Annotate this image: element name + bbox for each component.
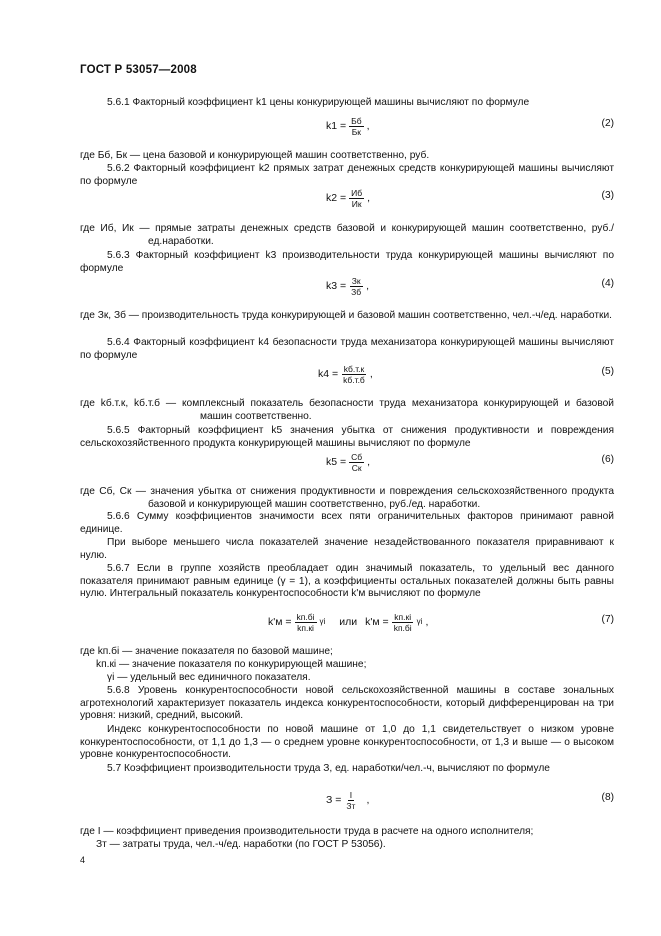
- formula-number: (8): [601, 792, 614, 803]
- where-6: где Cб, Cк — значения убытка от снижения продуктивности и повреждения сельскохозяйственного продукта базовой и конкурирующей машин соответственно, руб./ед. наработки.: [80, 486, 614, 510]
- where-3: где Иб, Ик — прямые затраты денежных средств базовой и конкурирующей машин соответственно, руб./ед.наработки.: [80, 223, 614, 247]
- clause-5-7: 5.7 Коэффициент производительности труда З, ед. наработки/чел.-ч, вычисляют по формуле: [107, 763, 550, 774]
- formula-8: З = $\frac{I}{Зт}$ , (8): [326, 790, 614, 811]
- clause-5-6-7: 5.6.7 Если в группе хозяйств преобладает один значимый показатель, то удельный вес данного показателя принимают равным единице (γ = 1), а коэффициенты остальных показателей должны быть равны нулю. Интегральный показатель конкурентоспособности k'м вычисляют по формуле: [80, 563, 614, 599]
- clause-5-6-5: 5.6.5 Факторный коэффициент k5 значения убытка от снижения продуктивности и повреждения сельскохозяйственного продукта конкурирующей машины вычисляют по формуле: [80, 425, 614, 449]
- where-7-a: где kп.бi — значение показателя по базовой машине;: [80, 646, 333, 657]
- where-5: где kб.т.к, kб.т.б — комплексный показатель безопасности труда механизатора конкурирующей и базовой машин соответственно.: [80, 398, 614, 422]
- page-number: 4: [80, 855, 86, 865]
- where-8-b: Зт — затраты труда, чел.-ч/ед. наработки (по ГОСТ Р 53056).: [96, 839, 386, 850]
- formula-7: k'м = $\frac{kп.бi}{kп.кi}$ γi или k'м = $\frac{kп.кi}{kп.бi}$ γi , (7): [268, 612, 614, 633]
- formula-number: (2): [601, 118, 614, 129]
- formula-2: k1 = $\frac{Бб}{Бк}$ , (2): [326, 116, 614, 137]
- clause-5-6-8-index: Индекс конкурентоспособности по новой машине от 1,0 до 1,1 свидетельствует о низком уровне конкурентоспособности, от 1,1 до 1,3 — о среднем уровне конкурентоспособности, от 1,3 и выше — о высоком уровне конкурентоспособности.: [80, 724, 614, 760]
- formula-number: (5): [601, 366, 614, 377]
- clause-5-6-6-note: При выборе меньшего числа показателей значение незадействованного показателя приравнивают к нулю.: [80, 537, 614, 561]
- formula-4: k3 = $\frac{Зк}{Зб}$ , (4): [326, 276, 614, 297]
- clause-5-6-4: 5.6.4 Факторный коэффициент k4 безопасности труда механизатора конкурирующей машины вычисляют по формуле: [80, 337, 614, 361]
- where-7-b: kп.кi — значение показателя по конкурирующей машине;: [96, 659, 367, 670]
- clause-5-6-1: 5.6.1 Факторный коэффициент k1 цены конкурирующей машины вычисляют по формуле: [107, 97, 530, 108]
- where-4: где Зк, Зб — производительность труда конкурирующей и базовой машин соответственно, чел.-ч/ед. наработки.: [80, 310, 612, 321]
- clause-5-6-3: 5.6.3 Факторный коэффициент k3 производительности труда конкурирующей машины вычисляют по формуле: [80, 250, 614, 274]
- document-header: ГОСТ Р 53057—2008: [80, 64, 197, 76]
- where-7-c: γi — удельный вес единичного показателя.: [107, 672, 311, 683]
- formula-number: (3): [601, 190, 614, 201]
- formula-number: (6): [601, 454, 614, 465]
- formula-lhs: k1 =: [326, 120, 347, 133]
- formula-number: (7): [601, 614, 614, 625]
- where-2: где Бб, Бк — цена базовой и конкурирующей машин соответственно, руб.: [80, 150, 430, 161]
- clause-5-6-2: 5.6.2 Факторный коэффициент k2 прямых затрат денежных средств конкурирующей машины вычисляют по формуле: [80, 163, 614, 187]
- formula-5: k4 = $\frac{kб.т.к}{kб.т.б}$ , (5): [318, 364, 614, 385]
- formula-6: k5 = $\frac{Cб}{Cк}$ , (6): [326, 452, 614, 473]
- formula-3: k2 = $\frac{Иб}{Ик}$ , (3): [326, 188, 614, 209]
- formula-number: (4): [601, 278, 614, 289]
- formula-fraction: $\frac{Бб}{Бк}$: [351, 116, 362, 137]
- clause-5-6-6: 5.6.6 Сумму коэффициентов значимости всех пяти ограничительных факторов принимают равной единице.: [80, 511, 614, 535]
- clause-5-6-8: 5.6.8 Уровень конкурентоспособности новой сельскохозяйственной машины в составе зональных агротехнологий характеризует показатель индекса конкурентоспособности, который дифференцирован на три уровня: низкий, средний, высокий.: [80, 685, 614, 721]
- where-8-a: где I — коэффициент приведения производительности труда в расчете на одного исполнителя;: [80, 826, 534, 837]
